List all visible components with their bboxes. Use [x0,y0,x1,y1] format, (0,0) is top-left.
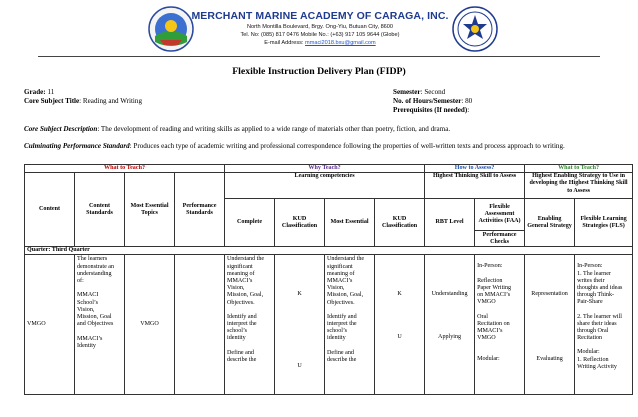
header-content: Content [25,173,75,247]
kud1-a: K [297,291,302,298]
faa-block-1 [477,263,522,306]
text-line: 2. The learner will [577,313,622,320]
header-performance-standards: Performance Standards [175,173,225,247]
text-line: Recitation [577,335,603,342]
cell-enabling-general-strategy [525,255,575,395]
text-line: Define and [227,349,254,356]
text-line: MMACI [77,292,99,299]
kud1-b: U [297,362,302,369]
text-line: Modular: [477,356,500,363]
text-line: MMACI’s [227,278,253,285]
text-line: Objectives. [227,299,255,306]
text-line: understanding [77,270,112,277]
essential-block-1 [327,256,372,306]
text-line: meaning of [327,270,355,277]
text-line: significant [327,263,353,270]
cell-kud-classification-2 [375,255,425,395]
cell-flexible-learning-strategies [575,255,633,395]
text-line: In-Person: [477,263,503,270]
header-what-to-teach-2: What to Teach? [525,165,633,173]
cell-most-essential [325,255,375,395]
text-line: Vision, [77,306,95,313]
header-performance-checks: Performance Checks [475,231,525,247]
text-line: demonstrate an [77,263,115,270]
document-title: Flexible Instruction Delivery Plan (FIDP) [232,66,406,77]
header-complete: Complete [225,199,275,247]
cell-content-standards [75,255,125,395]
kud2-b: U [397,333,402,340]
header-how-to-assess: How to Assess? [425,165,525,173]
institution-name: MERCHANT MARINE ACADEMY OF CARAGA, INC. [191,10,449,22]
text-line: Reflection [477,277,503,284]
text-line [77,285,122,292]
header-learning-competencies: Learning competencies [225,173,425,199]
text-line: Vision, [227,285,245,292]
fls-block-2 [577,314,630,343]
header-highest-thinking-skill: Highest Thinking Skill to Assess [425,173,525,199]
text-line: on MMACI’s [477,292,511,299]
strategy-a: Representation [531,291,568,298]
text-line: school’s [227,328,248,335]
text-line: VMGO [477,299,496,306]
cell-flexible-assessment-activities [475,255,525,395]
hours-field: No. of Hours/Semester: 80 [393,97,473,105]
quarter-label: Quarter: Third Quarter [25,247,633,255]
text-line [477,271,522,278]
letterhead [0,6,638,56]
academy-seal-logo [148,6,194,52]
text-line: Identify and [327,313,357,320]
header-highest-enabling-strategy: Highest Enabling Strategy to Use in developing the Highest Thinking Skill to Assess [525,173,633,199]
cell-content: VMGO [25,255,75,395]
institution-address: North Montilla Boulevard, Brgy. Ong-Yiu, Butuan City, 8600 [246,24,394,30]
core-subject-description: Core Subject Description: The development of reading and writing skills as applied to a wide range of materials other than poetry, fiction, and drama. [24,125,451,133]
prerequisites-field: Prerequisites (If needed): [393,106,470,114]
header-what-to-teach: What to Teach? [25,165,225,173]
fls-block-1 [577,263,630,306]
faa-block-2 [477,314,522,343]
text-line: meaning of [227,270,255,277]
grade-field: Grade: 11 [24,88,55,96]
header-flexible-learning-strategies: Flexible Learning Strategies (FLS) [575,199,633,247]
text-line: MMACI’s [327,278,353,285]
header-why-teach: Why Teach? [225,165,425,173]
header-flexible-assessment-activities: Flexible Assessment Activities (FAA) [475,199,525,231]
header-enabling-general-strategy: Enabling General Strategy [525,199,575,247]
rbt-b: Applying [438,333,462,340]
subject-field: Core Subject Title: Reading and Writing [24,97,142,105]
text-line: In-Person: [577,263,603,270]
text-line: thoughts and ideas [577,285,623,292]
fidp-table [24,164,633,395]
text-line: Writing Activity [577,363,617,370]
text-line: interpret the [227,321,257,328]
text-line: describe the [327,356,357,363]
cell-kud-classification-1 [275,255,325,395]
text-line: Vision, [327,285,345,292]
essential-block-3 [327,350,372,364]
fls-block-3 [577,349,630,371]
text-line: Oral [477,313,488,320]
text-line: Modular: [577,349,600,356]
text-line: through Think- [577,292,615,299]
text-line: The learners [77,256,108,263]
text-line: share their ideas [577,320,617,327]
text-line: interpret the [327,321,357,328]
header-most-essential-topics: Most Essential Topics [125,173,175,247]
text-line: Identify and [227,313,257,320]
faa-block-3 [477,356,522,363]
header-most-essential: Most Essential [325,199,375,247]
text-line: School’s [77,299,98,306]
complete-block-3 [227,350,272,364]
email-link[interactable]: mmaci2018.bxu@gmail.com [305,40,376,46]
letterhead-divider [38,56,600,57]
text-line [77,328,122,335]
institution-email-line [190,40,450,46]
text-line: and Objectives [77,321,114,328]
text-line: through Oral [577,328,609,335]
text-line: Recitation on [477,320,510,327]
text-line: school’s [327,328,348,335]
text-line: Identity [77,342,96,349]
kud2-a: K [397,291,402,298]
text-line: Mission, Goal, [227,292,264,299]
text-line: Understand the [327,256,365,263]
text-line: of: [77,278,84,285]
header-content-standards: Content Standards [75,173,125,247]
text-line: MMACI’s [77,335,103,342]
semester-field: Semester: Second [393,88,446,96]
text-line: Pair-Share [577,299,603,306]
school-emblem-logo [452,6,498,52]
text-line: Objectives. [327,299,355,306]
cell-most-essential-topics: VMGO [125,255,175,395]
institution-telephone: Tel. No: (085) 817 0476 Mobile No.: (+63) 917 105 9644 (Globe) [240,32,400,38]
rbt-a: Understanding [431,291,468,298]
text-line: significant [227,263,253,270]
strategy-b: Evaluating [536,355,563,362]
text-line: 1. Reflection [577,356,609,363]
text-line: writes their [577,277,605,284]
text-line: describe the [227,356,257,363]
text-line: Understand the [227,256,265,263]
text-line: 1. The learner [577,270,611,277]
essential-block-2 [327,314,372,343]
text-line: VMGO [477,335,496,342]
text-line: identity [327,335,346,342]
complete-block-2 [227,314,272,343]
email-label: E-mail Address: [264,40,304,46]
culminating-performance-standard: Culminating Performance Standard: Produces each type of academic writing and professional correspondence following the properties of well-written texts and process approach to writing. [24,142,565,150]
header-kud-classification-1: KUD Classification [275,199,325,247]
header-rbt-level: RBT Level [425,199,475,247]
text-line: MMACI’s [477,328,503,335]
cell-performance-standards [175,255,225,395]
cell-complete [225,255,275,395]
text-line: Define and [327,349,354,356]
text-line: identity [227,335,246,342]
text-line: Paper Writing [477,285,512,292]
cell-rbt-level [425,255,475,395]
header-kud-classification-2: KUD Classification [375,199,425,247]
text-line: Mission, Goal [77,314,112,321]
text-line: Mission, Goal, [327,292,364,299]
complete-block-1 [227,256,272,306]
